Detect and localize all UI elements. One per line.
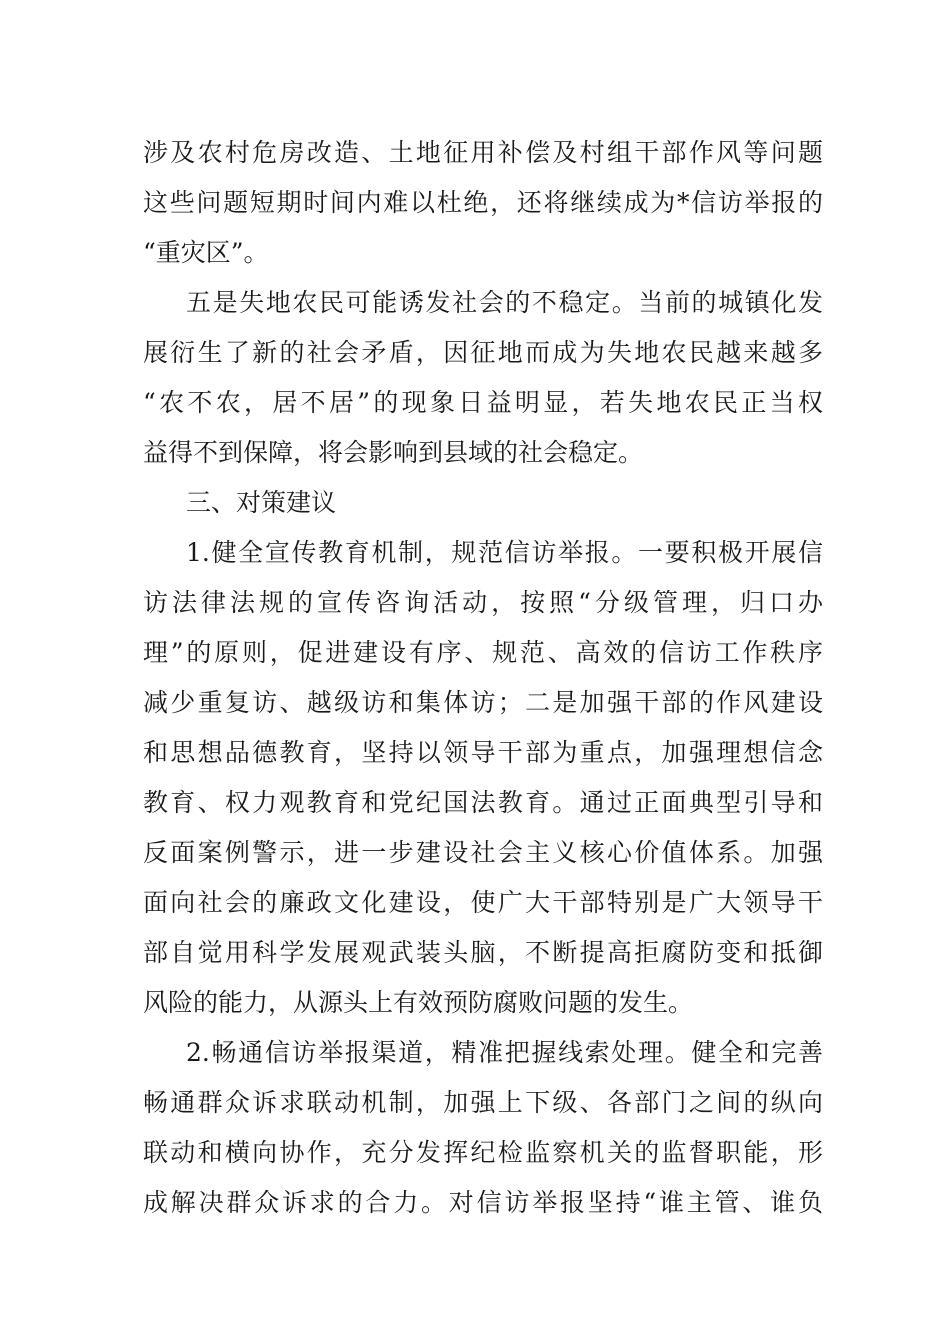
paragraph-start-line: 2.畅通信访举报渠道，精准把握线索处理。健全和完善	[186, 1038, 823, 1067]
paragraph-start-line: 五是失地农民可能诱发社会的不稳定。当前的城镇化发	[186, 288, 823, 317]
text-line: 成解决群众诉求的合力。对信访举报坚持“谁主管、谁负	[143, 1188, 823, 1217]
section-heading: 三、对策建议	[186, 488, 337, 517]
text-line: 畅通群众诉求联动机制，加强上下级、各部门之间的纵向	[143, 1088, 823, 1117]
text-line: 这些问题短期时间内难以杜绝，还将继续成为*信访举报的	[143, 188, 823, 217]
paragraph-start-line: 1.健全宣传教育机制，规范信访举报。一要积极开展信	[186, 538, 823, 567]
text-line: “农不农，居不居”的现象日益明显，若失地农民正当权	[143, 388, 823, 417]
text-line: 教育、权力观教育和党纪国法教育。通过正面典型引导和	[143, 788, 823, 817]
text-line: 反面案例警示，进一步建设社会主义核心价值体系。加强	[143, 838, 823, 867]
text-line: 部自觉用科学发展观武装头脑，不断提高拒腐防变和抵御	[143, 938, 823, 967]
text-line: 和思想品德教育，坚持以领导干部为重点，加强理想信念	[143, 738, 823, 767]
text-line: 减少重复访、越级访和集体访；二是加强干部的作风建设	[143, 688, 823, 717]
text-line: 面向社会的廉政文化建设，使广大干部特别是广大领导干	[143, 888, 823, 917]
text-line: 访法律法规的宣传咨询活动，按照“分级管理，归口办	[143, 588, 823, 617]
text-line: 理”的原则，促进建设有序、规范、高效的信访工作秩序	[143, 638, 823, 667]
text-line: 联动和横向协作，充分发挥纪检监察机关的监督职能，形	[143, 1138, 823, 1167]
text-line: 益得不到保障，将会影响到县域的社会稳定。	[143, 438, 644, 467]
text-line: 风险的能力，从源头上有效预防腐败问题的发生。	[143, 988, 694, 1017]
text-line: “重灾区”。	[143, 238, 269, 267]
text-line: 涉及农村危房改造、土地征用补偿及村组干部作风等问题	[143, 138, 823, 167]
text-line: 展衍生了新的社会矛盾，因征地而成为失地农民越来越多	[143, 338, 823, 367]
